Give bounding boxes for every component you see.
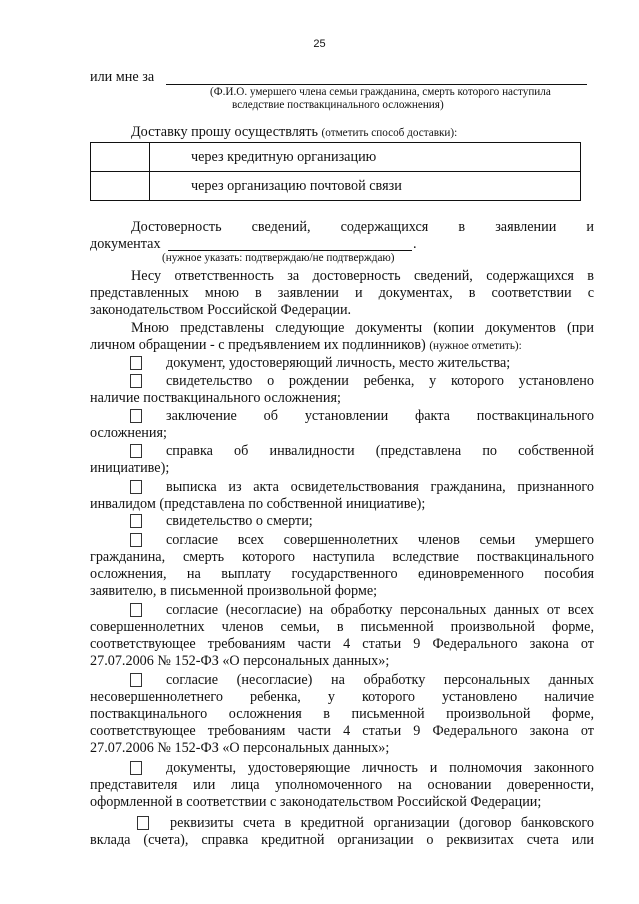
document-checkbox[interactable] [130,480,142,494]
responsibility-line-3: законодательством Российской Федерации. [90,302,352,318]
document-checkbox[interactable] [130,533,142,547]
document-line: инициативе); [90,460,170,476]
document-line: наличие поствакцинального осложнения; [90,390,341,406]
document-checkbox[interactable] [130,374,142,388]
delivery-option-checkbox[interactable] [91,172,150,200]
document-line: реквизиты счета в кредитной организации (договор банковского [170,815,594,831]
document-line: вклада (счета), справка кредитной организации о реквизитах счета или [90,832,594,848]
document-line: осложнения, на выплату государственного единовременного пособия [90,566,594,582]
document-checkbox[interactable] [130,444,142,458]
document-checkbox[interactable] [130,356,142,370]
delivery-options-table [90,142,581,201]
delivery-option-checkbox[interactable] [91,143,150,171]
reliability-caption: (нужное указать: подтверждаю/не подтверждаю) [162,252,395,264]
document-checkbox[interactable] [130,603,142,617]
document-line: гражданина, смерть которого наступила вследствие поствакцинального [90,549,594,565]
recipient-caption-2: вследствие поствакцинального осложнения) [232,99,444,111]
document-line: выписка из акта освидетельствования гражданина, признанного [166,479,594,495]
document-line: 27.07.2006 № 152-ФЗ «О персональных данных»; [90,653,390,669]
responsibility-line-1: Несу ответственность за достоверность сведений, содержащихся в [131,268,594,284]
document-line: заключение об установлении факта поствакцинального [166,408,594,424]
documents-intro-hint: (нужное отметить): [429,340,522,352]
documents-intro-line-1: Мною представлены следующие документы (копии документов (при [131,320,594,336]
document-line: документ, удостоверяющий личность, место жительства; [166,355,511,371]
document-line: инвалидом (представлена по собственной инициативе); [90,496,426,512]
documents-intro-line-2 [90,337,522,354]
delivery-option-label: через кредитную организацию [191,149,377,165]
recipient-prefix: или мне за [90,69,155,85]
reliability-line-1: Достоверность сведений, содержащихся в заявлении и [131,219,594,235]
documents-intro-main: личном обращении - с предъявлением их подлинников) [90,337,426,353]
document-line: свидетельство о смерти; [166,513,313,529]
delivery-label-row [131,124,457,141]
page-number: 25 [313,38,326,50]
document-line: согласие (несогласие) на обработку персональных данных [166,672,594,688]
recipient-caption-1: (Ф.И.О. умершего члена семьи гражданина, смерть которого наступила [210,86,551,98]
document-line: соответствующее требованиям части 4 статьи 9 Федерального закона от [90,636,594,652]
recipient-name-line[interactable] [166,84,587,85]
document-line: осложнения; [90,425,167,441]
document-checkbox[interactable] [130,409,142,423]
reliability-prefix: документах [90,236,161,252]
document-line: согласие (несогласие) на обработку персональных данных от всех [166,602,594,618]
document-line: несовершеннолетнего ребенка, у которого установлено наличие [90,689,594,705]
document-checkbox[interactable] [130,514,142,528]
document-line: заявителю, в письменной произвольной форме; [90,583,378,599]
document-checkbox[interactable] [130,673,142,687]
responsibility-line-2: представленных мною в заявлении и документах, в соответствии с [90,285,594,301]
document-line: согласие всех совершеннолетних членов семьи умершего [166,532,594,548]
delivery-label: Доставку прошу осуществлять [131,124,318,140]
document-line: соответствующее требованиям части 4 статьи 9 Федерального закона от [90,723,594,739]
document-line: свидетельство о рождении ребенка, у которого установлено [166,373,594,389]
document-checkbox[interactable] [130,761,142,775]
document-line: документы, удостоверяющие личность и полномочия законного [166,760,594,776]
reliability-answer-line[interactable] [168,250,412,251]
document-line: оформленной в соответствии с законодательством Российской Федерации; [90,794,542,810]
delivery-option-label: через организацию почтовой связи [191,178,402,194]
document-line: справка об инвалидности (представлена по собственной [166,443,594,459]
document-line: поствакцинального осложнения в письменной произвольной форме, [90,706,594,722]
delivery-hint: (отметить способ доставки): [321,127,458,139]
document-checkbox[interactable] [137,816,149,830]
document-line: 27.07.2006 № 152-ФЗ «О персональных данных»; [90,740,390,756]
document-line: представителя или лица уполномоченного на основании доверенности, [90,777,594,793]
reliability-suffix: . [413,236,417,252]
delivery-option-row[interactable] [91,143,580,172]
document-line: совершеннолетних членов семьи, в письменной произвольной форме, [90,619,594,635]
delivery-option-row[interactable] [91,172,580,200]
